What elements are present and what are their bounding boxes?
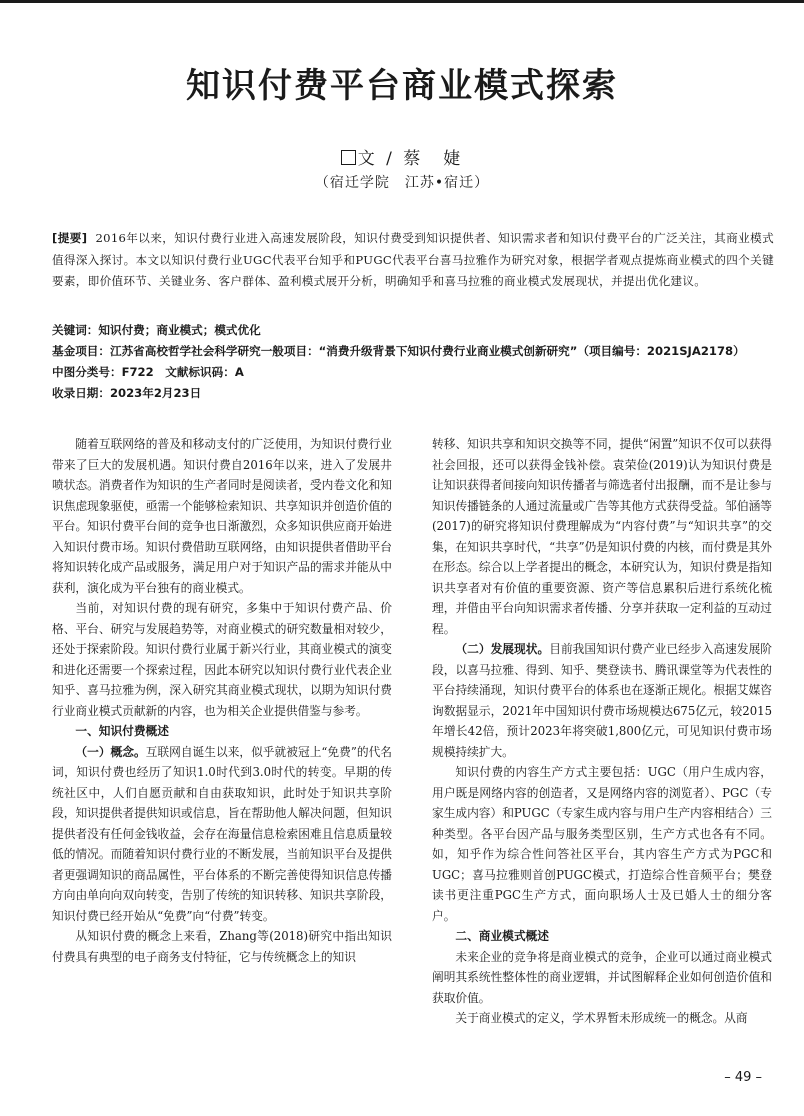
top-rule xyxy=(0,0,804,3)
left-column xyxy=(52,434,392,967)
abstract xyxy=(52,228,774,293)
author-name: 文 / 蔡 婕 xyxy=(357,149,464,169)
article-title: 知识付费平台商业模式探索 xyxy=(186,66,618,106)
abstract-label: [提要] xyxy=(52,231,88,245)
received-date: 收录日期：2023年2月23日 xyxy=(52,386,202,400)
paragraph xyxy=(52,742,392,927)
paragraph-text: 互联网自诞生以来，似乎就被冠上“免费”的代名词，知识付费也经历了知识1.0时代到3.0时代的转变。早期的传统社区中，人们自愿贡献和自由获取知识，此时处于知识共享阶段，知识提供者提供知识或信息，旨在帮助他人解决问题，但知识提供者没有任何金钱收益，会存在海量信息检索困难且信息质量较低的情况。而随着知识付费行业的不断发展，当前知识平台及提供者更强调知识的商品属性，平台体系的不断完善使得知识信息传播方向由单向向双向转变，告别了传统的知识转移、知识共享阶段，知识付费已经开始从“免费”向“付费”转变。 xyxy=(52,744,392,923)
subsection-label: （二）发展现状。 xyxy=(455,642,550,656)
right-column xyxy=(432,434,772,1029)
paragraph: 关于商业模式的定义，学术界暂未形成统一的概念。从商 xyxy=(455,1011,748,1025)
abstract-text: 2016年以来，知识付费行业进入高速发展阶段，知识付费受到知识提供者、知识需求者和知识付费平台的广泛关注，其商业模式值得深入探讨。本文以知识付费行业UGC代表平台知乎和PUGC代表平台喜马拉雅作为研究对象，根据学者观点提炼商业模式的四个关键要素，即价值环节、关键业务、客户群体、盈利模式展开分析，明确知乎和喜马拉雅的商业模式发展现状，并提出优化建议。 xyxy=(52,231,774,288)
author-affiliation: （宿迁学院 江苏•宿迁） xyxy=(314,175,490,191)
article-metadata xyxy=(52,320,774,404)
paragraph: 随着互联网络的普及和移动支付的广泛使用，为知识付费行业带来了巨大的发展机遇。知识付费自2016年以来，进入了发展井喷状态。消费者作为知识的生产者同时是阅读者，受内卷文化和知识焦虑现象驱使，亟需一个能够检索知识、共享知识并创造价值的平台。知识付费平台间的竞争也日渐激烈，众多知识供应商开始进入知识付费市场。知识付费借助互联网络，由知识提供者借助平台将知识转化成产品或服务，满足用户对于知识产品的需求并能从中获利，演化成为平台独有的商业模式。 xyxy=(52,437,392,595)
paragraph-text: 目前我国知识付费产业已经步入高速发展阶段，以喜马拉雅、得到、知乎、樊登读书、腾讯课堂等为代表性的平台持续涌现，知识付费平台的体系也在逐渐正规化。根据艾媒咨询数据显示，2021年中国知识付费市场规模达675亿元，较2015年增长42倍，预计2023年将突破1,800亿元，可见知识付费市场规模持续扩大。 xyxy=(432,642,772,759)
subsection-label: （一）概念。 xyxy=(75,744,146,759)
byline xyxy=(0,144,804,169)
paragraph: 转移、知识共享和知识交换等不同，提供“闲置”知识不仅可以获得社会回报，还可以获得金钱补偿。袁荣俭(2019)认为知识付费是让知识获得者间接向知识传播者与筛选者付出报酬，而不是让参与知识传播链条的人通过流量或广告等其他方式获得受益。邹伯涵等(2017)的研究将知识付费理解成为“内容付费”与“知识共享”的交集，在知识共享时代，“共享”仍是知识付费的内核，而付费是其外在形态。综合以上学者提出的概念，本研究认为，知识付费是指知识共享者对有价值的重要资源、资产等信息累积后进行系统化梳理，并借由平台向知识需求者传播、分享并获取一定利益的互动过程。 xyxy=(432,437,772,636)
section-heading: 二、商业模式概述 xyxy=(455,929,549,943)
paragraph: 当前，对知识付费的现有研究，多集中于知识付费产品、价格、平台、研究与发展趋势等，对商业模式的研究数量相对较少，还处于探索阶段。知识付费行业属于新兴行业，其商业模式的演变和进化还需要一个探索过程，因此本研究以知识付费行业代表企业知乎、喜马拉雅为例，深入研究其商业模式现状，以期为知识付费行业商业模式贡献新的内容，也为相关企业提供借鉴与参考。 xyxy=(52,601,392,718)
paragraph: 未来企业的竞争将是商业模式的竞争，企业可以通过商业模式阐明其系统性整体性的商业逻辑，并试图解释企业如何创造价值和获取价值。 xyxy=(432,949,772,1005)
classification-code: 中图分类号：F722 文献标识码：A xyxy=(52,365,244,379)
fund-info: 基金项目：江苏省高校哲学社会科学研究一般项目：“消费升级背景下知识付费行业商业模式创新研究”（项目编号：2021SJA2178） xyxy=(52,344,745,358)
keywords: 关键词：知识付费；商业模式；模式优化 xyxy=(52,323,261,337)
page-number: – 49 – xyxy=(724,1070,762,1085)
square-icon xyxy=(341,150,356,165)
paragraph: 知识付费的内容生产方式主要包括：UGC（用户生成内容，用户既是网络内容的创造者，又是网络内容的浏览者）、PGC（专家生成内容）和PUGC（专家生成内容与用户生产内容相结合）三种类型。各平台因产品与服务类型区别，生产方式也各有不同。如，知乎作为综合性问答社区平台，其内容生产方式为PGC和UGC；喜马拉雅则首创PUGC模式，打造综合性音频平台；樊登读书更注重PGC生产方式，面向职场人士及已婚人士的细分客户。 xyxy=(432,765,772,923)
section-heading: 一、知识付费概述 xyxy=(75,724,169,738)
paragraph: 从知识付费的概念上来看，Zhang等(2018)研究中指出知识付费具有典型的电子商务支付特征，它与传统概念上的知识 xyxy=(52,929,392,964)
paragraph xyxy=(432,639,772,762)
